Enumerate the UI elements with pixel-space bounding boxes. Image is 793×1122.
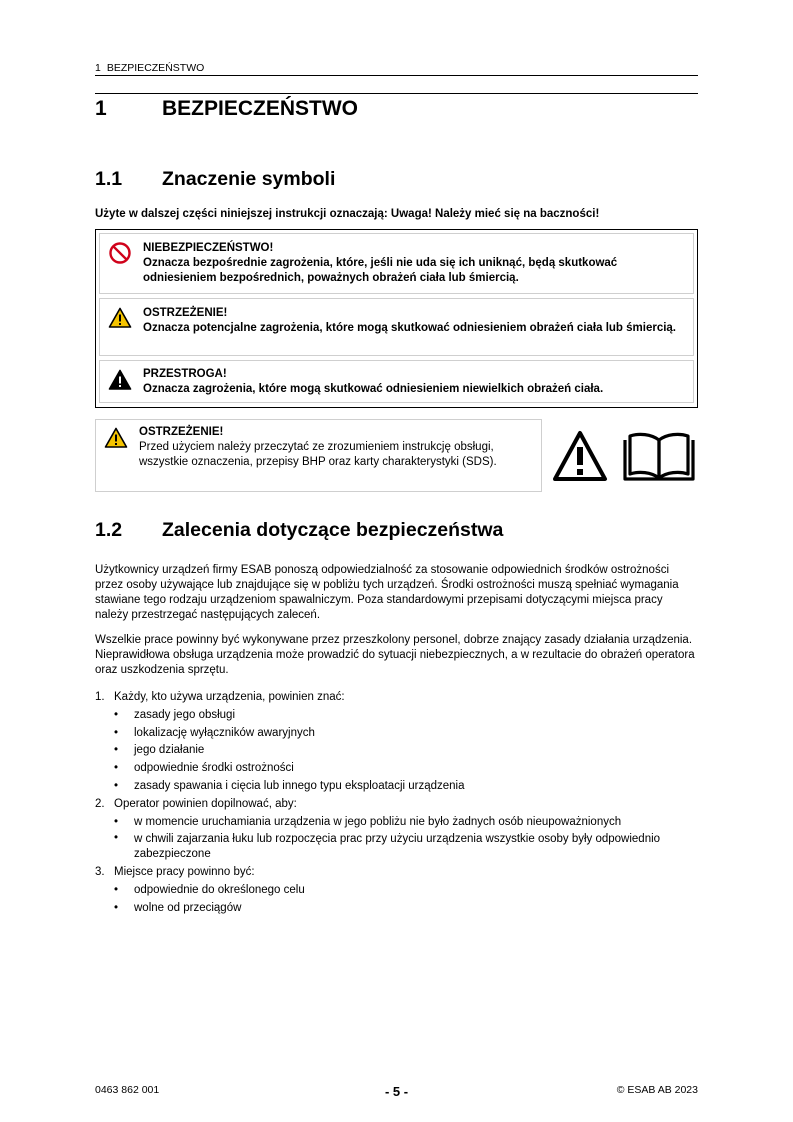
bullet-text: wolne od przeciągów [134,901,242,914]
list-bullet: • lokalizację wyłączników awaryjnych [114,726,315,739]
list-bullet: • jego działanie [114,744,205,757]
danger-symbol-box [99,233,694,294]
list-number: 2. [95,797,105,810]
read-manual-warning-title: OSTRZEŻENIE! [139,426,224,438]
section-title-text: Zalecenia dotyczące bezpieczeństwa [162,519,504,541]
section-number: 1.1 [95,168,123,190]
read-manual-book-icon [621,430,697,482]
footer-doc-number: 0463 862 001 [95,1084,160,1096]
bullet-text: odpowiednie do określonego celu [134,884,305,897]
list-bullet: • zasady jego obsługi [114,708,236,721]
bullet-text: lokalizację wyłączników awaryjnych [134,726,315,739]
warning-symbol-box [99,298,694,356]
general-warning-pictogram-icon [552,430,608,482]
safety-list [95,689,705,918]
list-bullet: • odpowiednie do określonego celu [114,884,305,897]
warning-description: Oznacza potencjalne zagrożenia, które mogą skutkować odniesieniem obrażeń ciała lub śmiercią. [143,322,677,334]
running-header-title: BEZPIECZEŃSTWO [106,62,205,74]
read-manual-warning-text: Przed użyciem należy przeczytać ze zrozumieniem instrukcję obsługi, wszystkie oznaczenia, przepisy BHP oraz karty charakterystyki (SDS). [139,441,497,468]
caution-symbol-box [99,360,694,403]
footer-page-number: - 5 - [384,1084,409,1099]
chapter-title [95,96,698,122]
running-header [95,62,698,76]
safety-paragraph-2: Wszelkie prace powinny być wykonywane przez przeszkolony personel, dobrze znający zasady działania urządzenia. Nieprawidłowa obsługa urządzenia może prowadzić do sytuacji niebezpiecznych, a w rezultacie do obrażeń operatora oraz uszkodzenia sprzętu. [95,634,695,676]
section-number: 1.2 [95,519,123,541]
symbols-frame [95,229,698,408]
chapter-rule [95,93,698,94]
bullet-text: zasady spawania i cięcia lub innego typu eksploatacji urządzenia [134,779,465,792]
list-bullet: • odpowiednie środki ostrożności [114,762,294,775]
list-item [95,864,705,917]
warning-triangle-icon [108,306,132,330]
list-bullet: • w momencie uruchamiania urządzenia w jego pobliżu nie było żadnych osób nieupoważnionych [114,815,622,828]
list-bullet: • wolne od przeciągów [114,901,242,914]
danger-description: Oznacza bezpośrednie zagrożenia, które, jeśli nie uda się ich uniknąć, będą skutkować odniesieniem bezpośrednich, poważnych obrażeń ciała lub śmiercią. [143,257,618,284]
list-item-text: Miejsce pracy powinno być: [114,866,255,879]
bullet-text: w momencie uruchamiania urządzenia w jego pobliżu nie było żadnych osób nieupoważnionych [134,815,622,828]
safety-paragraph-1: Użytkownicy urządzeń firmy ESAB ponoszą odpowiedzialność za stosowanie odpowiednich środków ostrożności przez osoby używające lub znajdujące się w pobliżu tych urządzeń. Środki ostrożności muszą spełniać wymagania stawiane tego rodzaju urządzeniom spawalniczym. Poza standardowymi przepisami dotyczącymi miejsca pracy należy przestrzegać następujących zaleceń. [95,564,679,621]
caution-triangle-icon [108,368,132,392]
symbols-intro: Użyte w dalszej części niniejszej instrukcji oznaczają: Uwaga! Należy mieć się na baczności! [95,208,600,220]
bullet-text: jego działanie [134,744,205,757]
chapter-title-text: BEZPIECZEŃSTWO [162,97,359,120]
warning-title: OSTRZEŻENIE! [143,307,228,319]
read-manual-warning-box [95,419,542,492]
warning-triangle-icon [104,426,128,450]
chapter-number: 1 [95,97,107,120]
list-item [95,796,705,865]
list-number: 1. [95,691,105,703]
list-bullet: • zasady spawania i cięcia lub innego typu eksploatacji urządzenia [114,779,465,792]
section-title-safety [95,518,698,542]
section-title-symbols [95,167,698,191]
danger-title: NIEBEZPIECZEŃSTWO! [143,242,274,254]
danger-symbol-text [143,241,683,286]
list-number: 3. [95,866,105,879]
prohibition-icon [108,241,132,265]
bullet-text: zasady jego obsługi [134,708,236,721]
warning-symbol-text [143,306,683,336]
list-item-text: Każdy, kto używa urządzenia, powinien znać: [114,691,345,703]
bullet-text: odpowiednie środki ostrożności [134,762,294,775]
bullet-text: w chwili zajarzania łuku lub rozpoczęcia prac przy użyciu urządzenia wszystkie osoby były odpowiednio zabezpieczone [134,833,661,861]
list-item [95,689,705,796]
caution-symbol-text [143,367,683,397]
footer-copyright: © ESAB AB 2023 [616,1084,698,1096]
section-title-text: Znaczenie symboli [162,168,336,190]
list-bullet: • w chwili zajarzania łuku lub rozpoczęcia prac przy użyciu urządzenia wszystkie osoby były odpowiednio zabezpieczone [114,831,705,864]
caution-title: PRZESTROGA! [143,368,227,380]
caution-description: Oznacza zagrożenia, które mogą skutkować odniesieniem niewielkich obrażeń ciała. [143,383,604,395]
running-header-number: 1 [95,62,101,74]
list-item-text: Operator powinien dopilnować, aby: [114,797,297,810]
